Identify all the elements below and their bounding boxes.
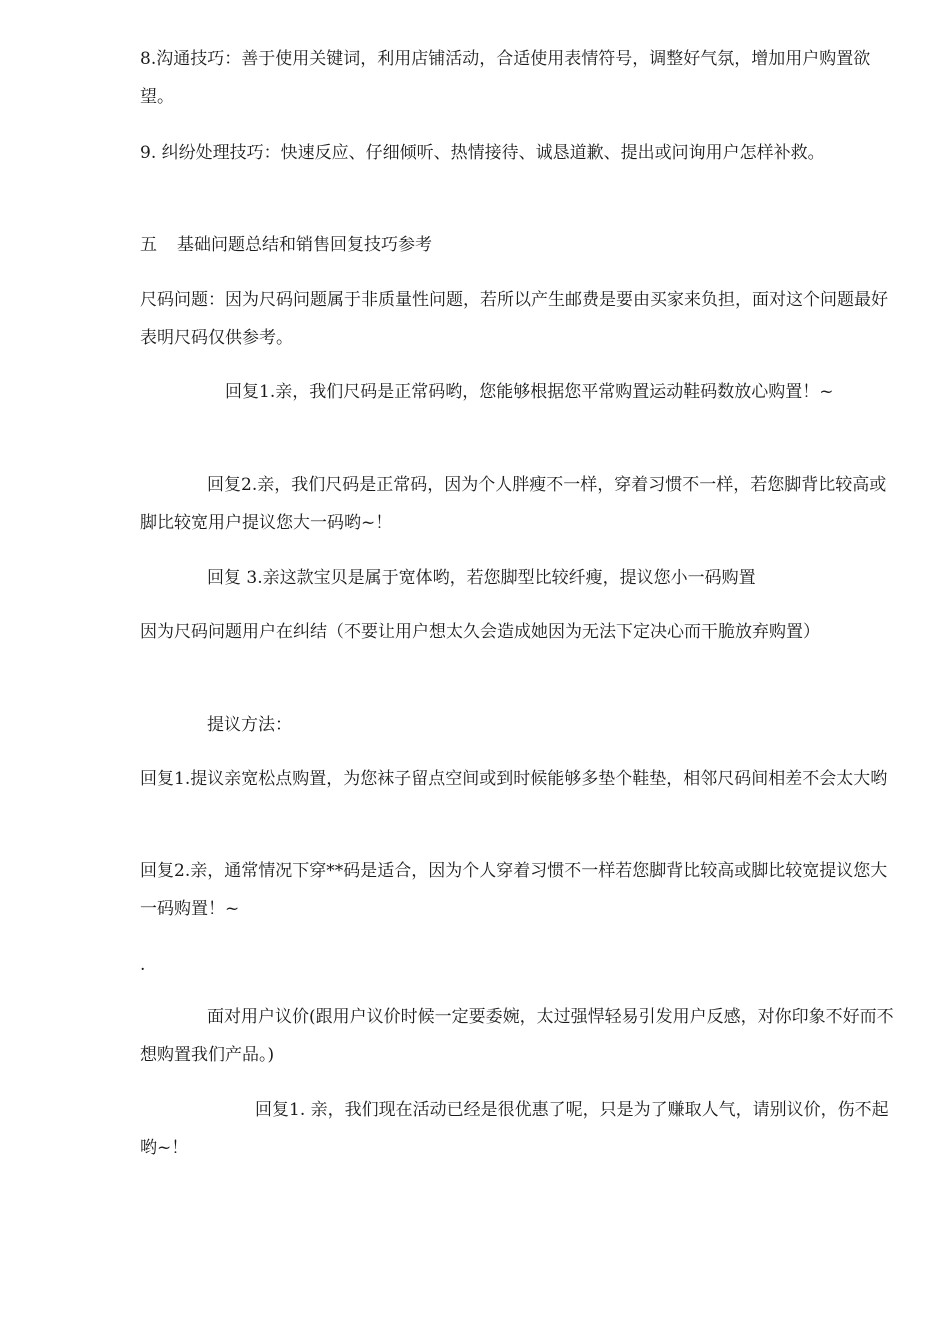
- paragraph-dispute-handling: 9. 纠纷处理技巧：快速反应、仔细倾听、热情接待、诚恳道歉、提出或问询用户怎样补救。: [140, 143, 825, 163]
- reply-size-3: 回复 3.亲这款宝贝是属于宽体哟，若您脚型比较纤瘦，提议您小一码购置: [207, 568, 756, 588]
- reply-size-2: 回复2.亲，我们尺码是正常码，因为个人胖瘦不一样，穿着习惯不一样，若您脚背比较高或脚比较宽用户提议您大一码哟~！: [140, 475, 887, 533]
- reply-price-1: 回复1. 亲，我们现在活动已经是很优惠了呢，只是为了赚取人气，请别议价，伤不起哟~！: [140, 1100, 889, 1158]
- heading-suggestion-method: 提议方法：: [207, 715, 292, 735]
- section-number: 五: [140, 235, 157, 255]
- paragraph-size-hesitation: 因为尺码问题用户在纠结（不要让用户想太久会造成她因为无法下定决心而干脆放弃购置）: [140, 622, 820, 642]
- stray-dot: .: [140, 955, 146, 975]
- suggestion-reply-2: 回复2.亲，通常情况下穿**码是适合，因为个人穿着习惯不一样若您脚背比较高或脚比较宽提议您大一码购置！~: [140, 861, 888, 919]
- section-heading-five: [140, 226, 895, 264]
- paragraph-communication-skills: 8.沟通技巧：善于使用关键词，利用店铺活动，合适使用表情符号，调整好气氛，增加用户购置欲望。: [140, 49, 871, 107]
- section-title: 基础问题总结和销售回复技巧参考: [177, 235, 432, 255]
- paragraph-price-negotiation: 面对用户议价(跟用户议价时候一定要委婉，太过强悍轻易引发用户反感，对你印象不好而不想购置我们产品。): [140, 1007, 894, 1065]
- reply-size-1: 回复1.亲，我们尺码是正常码哟，您能够根据您平常购置运动鞋码数放心购置！~: [225, 382, 834, 402]
- paragraph-size-issue: 尺码问题：因为尺码问题属于非质量性问题，若所以产生邮费是要由买家来负担，面对这个问题最好表明尺码仅供参考。: [140, 290, 888, 348]
- suggestion-reply-1: 回复1.提议亲宽松点购置，为您袜子留点空间或到时候能够多垫个鞋垫，相邻尺码间相差不会太大哟: [140, 769, 888, 789]
